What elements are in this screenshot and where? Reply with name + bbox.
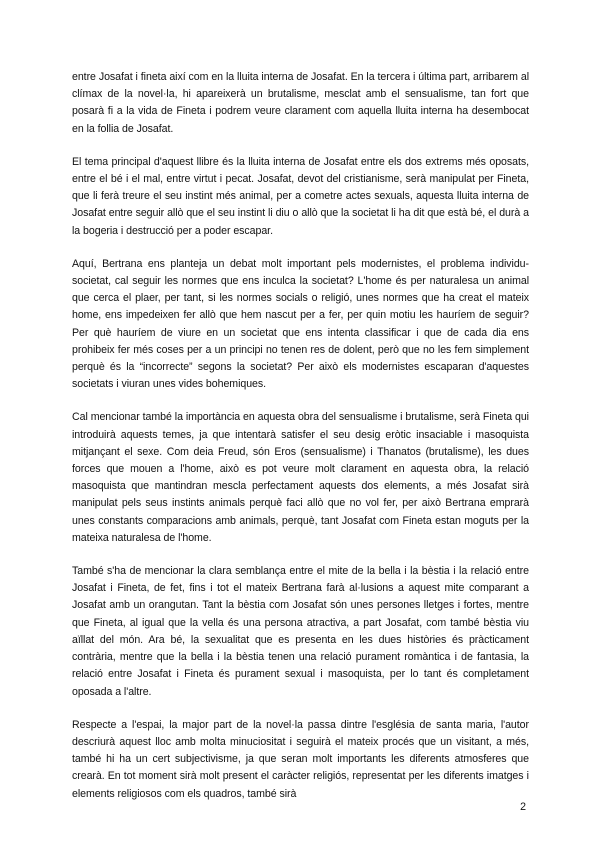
paragraph-1: entre Josafat i fineta així com en la lluita interna de Josafat. En la tercera i última part, arribarem al clímax de la novel·la, hi apareixerà un brutalisme, mesclat amb el sensualisme, tan fort que posarà fi a la vida de Fineta i podrem veure clarament com aquella lluita interna ha desembocat en la follia de Josafat. [72,71,529,135]
paragraph-3: Aquí, Bertrana ens planteja un debat molt important pels modernistes, el problema individu-societat, cal seguir les normes que ens inculca la societat? L'home és per naturalesa un animal que cerca el plaer, per tant, si les normes socials o religió, unes normes que ha creat el mateix home, ens impedeixen fer allò que hem nascut per a fer, per quin motiu les hauríem de seguir? Per què hauríem de viure en un societat que ens intenta classificar i que de cada dia ens prohibeix fer més coses per a un principi no tenen res de dolent, però que no les fem simplement perquè és la “incorrecte” segons la societat? Per això els modernistes escaparan d'aquestes societats i viuran unes vides bohemiques. [72,257,529,391]
paragraph-4: Cal mencionar també la importància en aquesta obra del sensualisme i brutalisme, serà Fineta qui introduirà aquests temes, ja que intentarà satisfer el seu desig eròtic insaciable i masoquista mitjançant el sexe. Com deia Freud, són Eros (sensualisme) i Thanatos (brutalisme), les dues forces que mouen a l'home, això es pot veure molt clarament en aquesta obra, la relació masoquista que mantindran mescla perfectament aquests dos elements, a més Josafat sirà manipulat pels seus instints animals perquè faci allò que no vol fer, per això Bertrana emprarà unes constants comparacions amb animals, perquè, tant Josafat com Fineta estan moguts per la mateixa naturalesa de l'home. [72,411,529,544]
paragraph-2: El tema principal d'aquest llibre és la lluita interna de Josafat entre els dos extrems més oposats, entre el bé i el mal, entre virtut i pecat. Josafat, devot del cristianisme, serà manipulat per Fineta, que li ferà treure el seu instint més animal, per a cometre actes sexuals, aquesta lluita interna de Josafat entre seguir allò que el seu instint li diu o allò que la societat li ha dit que està bé, el durà a la bogeria i destrucció per a poder escapar. [72,155,529,237]
paragraph-5: També s'ha de mencionar la clara semblança entre el mite de la bella i la bèstia i la relació entre Josafat i Fineta, de fet, fins i tot el mateix Bertrana farà al·lusions a aquest mite comparant a Josafat amb un orangutan. Tant la bèstia com Josafat són unes persones lletges i fortes, mentre que Fineta, al igual que la vella és una persona atractiva, a part Josafat, com també bèstia viu aïllat del món. Ara bé, la sexualitat que es presenta en les dues històries és pràcticament contrària, mentre que la bella i la bèstia tenen una relació purament romàntica i de fantasia, la relació entre Josafat i Fineta és purament sexual i masoquista, per lo tant és completament oposada a l'altre. [72,565,529,698]
paragraph-6: Respecte a l'espai, la major part de la novel·la passa dintre l'església de santa maria, l'autor descriurà aquest lloc amb molta minuciositat i seguirà el mateix procés que un visitant, a més, també hi ha un cert subjectivisme, ja que seran molt importants les diferents atmosferes que crearà. En tot moment sirà molt present el caràcter religiós, representat per les diferents imatges i elements religiosos com els quadros, també sirà [72,718,529,800]
page-body-text [72,69,529,819]
page-number: 2 [520,801,526,813]
